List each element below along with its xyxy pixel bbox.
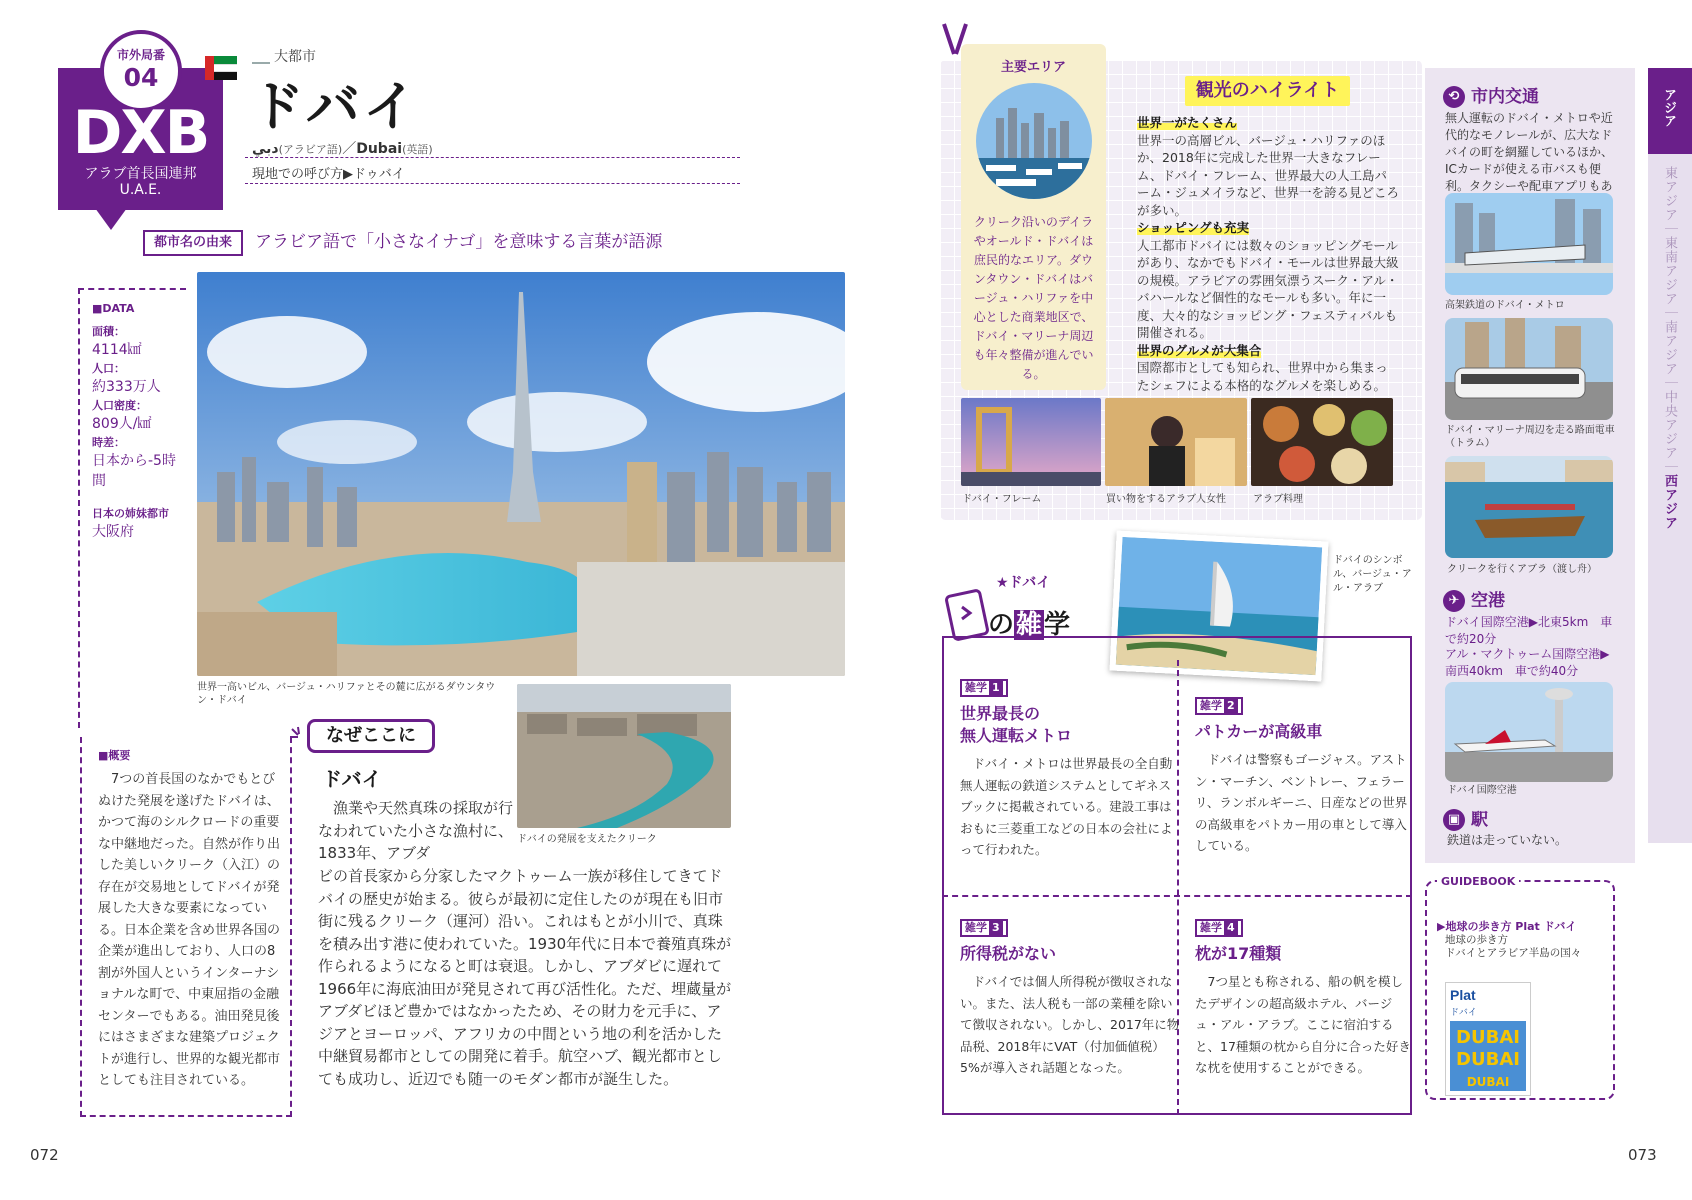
- trivia-body: ドバイ・メトロは世界最長の全自動無人運転の鉄道システムとしてギネスブックに掲載されている。建設工事はおもに三菱重工などの日本の会社によって行われた。: [960, 756, 1173, 857]
- overview-box: [80, 737, 292, 1117]
- creek-photo-caption: ドバイの発展を支えたクリーク: [517, 834, 657, 845]
- area-value: 4114㎢: [92, 342, 142, 358]
- sister-city-label: 日本の姉妹都市: [92, 507, 169, 520]
- metro-caption: 高架鉄道のドバイ・メトロ: [1445, 300, 1565, 311]
- city-scale-label: 大都市: [274, 49, 316, 65]
- highlight-heading: 世界のグルメが大集合: [1137, 342, 1262, 358]
- spark-icon: [288, 725, 308, 745]
- airport-line: アル・マクトゥーム国際空港▶南西40km 車で約40分: [1445, 647, 1610, 678]
- airport-caption: ドバイ国際空港: [1447, 785, 1517, 796]
- overview-heading: ■概要: [98, 749, 131, 762]
- uae-flag-icon: [205, 56, 237, 80]
- trivia-tag: [1195, 697, 1243, 715]
- trivia-card: [1195, 694, 1415, 857]
- highlight-heading: ショッピングも充実: [1137, 220, 1250, 235]
- tram-photo: [1445, 318, 1613, 420]
- trivia-tag-label: 雑学: [1200, 921, 1222, 934]
- book-title: [1450, 1021, 1526, 1091]
- area-code-label: 市外局番: [116, 48, 165, 62]
- city-names: [252, 138, 433, 158]
- station-text: 鉄道は走っていない。: [1447, 833, 1568, 847]
- guidebook-cover: [1445, 982, 1531, 1096]
- book-city: ドバイ: [1450, 1008, 1477, 1018]
- guidebook-subtitle: [1445, 934, 1581, 960]
- code-block-tail: [95, 208, 127, 230]
- page-number-left: 072: [30, 1146, 59, 1164]
- trivia-number: 3: [989, 921, 1003, 935]
- trivia-number: 4: [1224, 921, 1238, 935]
- density-label: 人口密度：: [92, 399, 147, 412]
- why-here-tag: なぜここに: [307, 719, 435, 753]
- arab-food-photo: [1251, 398, 1393, 486]
- page-title: ドバイ: [250, 75, 420, 138]
- transit-icon: ⟲: [1443, 86, 1465, 108]
- name-arabic-note: (アラビア語): [278, 143, 343, 156]
- transit-text: 無人運転のドバイ・メトロや近代的なモノレールが、広大なドバイの町を網羅しているほか、ICカードが使える市バスも便利。タクシーや配車アプリもあ: [1445, 111, 1614, 193]
- airport-photo: [1445, 682, 1613, 782]
- highlight-item: [1137, 219, 1399, 342]
- city-scale: [252, 46, 316, 66]
- trivia-card: [960, 676, 1180, 861]
- why-here-body: ビの首長家から分家したマクトゥーム一族が移住してきてドバイの歴史が始まる。彼らが最初に定住したのが現在も旧市街に残るクリーク（運河）沿い。これはもとが小川で、真珠を積み出す港に使われていた。1930年代に日本で養殖真珠が作られるようになると町は衰退。しかし、アブダビに遅れて1966年に海底油田が発見されて再び活性化。ただ、埋蔵量がアブダビほど豊かではなかったため、その財力を元手に、アジアとヨーロッパ、アフリカの中間という地の利を活かした中継貿易都市としての開発に着手。航空ハブ、観光都市としても成功し、近辺でも随一のモダン都市が誕生した。: [318, 867, 732, 1088]
- main-area-title: 主要エリア: [1000, 60, 1066, 75]
- main-area-text: クリーク沿いのデイラやオールド・ドバイは庶民的なエリア。ダウンタウン・ドバイはバージュ・ハリファを中心とした商業地区で、ドバイ・マリーナ周辺も年々整備が進んでいる。: [973, 215, 1094, 381]
- main-area-card: [961, 44, 1106, 390]
- book-title-line: DUBAI: [1456, 1049, 1520, 1070]
- marina-photo: [976, 83, 1092, 199]
- trivia-body: 7つ星とも称される、船の帆を模したデザインの超高級ホテル、バージュ・アル・アラブ。ここに宿泊すると、17種類の枕から自分に合った好きな枕を使用することができる。: [1195, 974, 1411, 1075]
- trivia-tag: [960, 679, 1008, 697]
- thumb-caption: アラブ料理: [1253, 494, 1303, 505]
- local-name: [252, 163, 405, 182]
- guidebook-title: GUIDEBOOK: [1437, 875, 1519, 888]
- country-en: U.A.E.: [119, 182, 162, 198]
- iata-code: DXB: [72, 98, 209, 168]
- train-icon: ▣: [1443, 809, 1465, 831]
- name-english: Dubai: [356, 141, 403, 157]
- page-number-right: 073: [1628, 1146, 1657, 1164]
- abra-caption: クリークを行くアブラ（渡し舟）: [1447, 564, 1597, 575]
- trivia-header-post: 学: [1044, 610, 1071, 640]
- station-title: 駅: [1471, 810, 1488, 830]
- name-arabic: دبي: [252, 141, 279, 157]
- trivia-card: [1195, 916, 1415, 1079]
- name-english-note: (英語): [402, 143, 433, 156]
- station-heading: [1443, 805, 1488, 831]
- trivia-tag-label: 雑学: [965, 921, 987, 934]
- highlight-item: [1137, 114, 1399, 219]
- density-value: 809人/㎢: [92, 416, 152, 432]
- airplane-icon: ✈: [1443, 590, 1465, 612]
- region-list-other: 東アジア｜東南アジア｜南アジア｜中央アジア｜: [1662, 166, 1677, 474]
- transit-heading: [1443, 82, 1539, 108]
- sister-city-value: 大阪府: [92, 524, 134, 540]
- book-brand: Plat: [1450, 987, 1476, 1003]
- time-difference-label: 時差：: [92, 436, 125, 449]
- region-current: 西アジア: [1662, 474, 1677, 530]
- trivia-title: 枕が17種類: [1195, 944, 1282, 963]
- country-ja: アラブ首長国連邦: [84, 166, 197, 182]
- transit-title: 市内交通: [1471, 87, 1539, 107]
- region-index-tab: [1648, 68, 1692, 843]
- creek-photo: [517, 684, 731, 828]
- local-name-label: 現地での呼び方: [252, 167, 344, 182]
- highlight-title: 観光のハイライト: [1185, 76, 1350, 106]
- book-title-line: DUBAI: [1456, 1027, 1520, 1048]
- trivia-tag: [960, 919, 1008, 937]
- population-label: 人口：: [92, 362, 125, 375]
- country-name: [58, 166, 223, 198]
- area-label: 面積：: [92, 325, 125, 338]
- highlight-text: 国際都市としても知られ、世界中から集まったシェフによる本格的なグルメを楽しめる。: [1137, 360, 1388, 393]
- divider: [245, 183, 740, 184]
- data-heading: ■DATA: [92, 302, 135, 315]
- highlight-text: 人工都市ドバイには数々のショッピングモールがあり、なかでもドバイ・モールは世界最大級の規模。アラビアの雰囲気漂うスーク・アル・バハールなど個性的なモールも多い。年に一度、大々的なショッピング・フェスティバルも開催される。: [1137, 237, 1399, 340]
- abra-photo: [1445, 456, 1613, 558]
- highlight-item: [1137, 342, 1399, 395]
- local-name-value: ▶ドゥバイ: [343, 167, 405, 182]
- airport-line: ドバイ国際空港▶北東5km 車で約20分: [1445, 615, 1613, 646]
- why-here-body-start: 漁業や天然真珠の採取が行なわれていた小さな漁村に、1833年、アブダ: [318, 799, 514, 862]
- dubai-frame-photo: [961, 398, 1101, 486]
- guidebook-link[interactable]: ▶地球の歩き方 Plat ドバイ: [1437, 920, 1577, 933]
- trivia-tag-label: 雑学: [965, 681, 987, 694]
- data-box: [78, 288, 186, 728]
- origin-text: アラビア語で「小さなイナゴ」を意味する言葉が語源: [255, 232, 663, 252]
- metro-photo: [1445, 193, 1613, 295]
- highlight-text: 世界一の高層ビル、バージュ・ハリファのほか、2018年に完成した世界一大きなフレーム、ドバイ・フレーム、世界最大の人工島パーム・ジュメイラなど、世界一を誇る見どころが多い。: [1137, 132, 1400, 218]
- tab-asia: アジア: [1648, 68, 1692, 154]
- burj-khalifa-photo: [197, 272, 845, 676]
- buildings-icon: [252, 50, 270, 64]
- trivia-tag-label: 雑学: [1200, 699, 1222, 712]
- trivia-tag: [1195, 919, 1243, 937]
- trivia-header-pre: の: [988, 610, 1015, 640]
- guidebook-series: 地球の歩き方: [1445, 934, 1508, 946]
- trivia-header-small: ★ドバイ: [996, 575, 1051, 591]
- trivia-card: [960, 916, 1180, 1079]
- burj-al-arab-caption: ドバイのシンボル、バージュ・アル・アラブ: [1333, 555, 1412, 594]
- main-photo-caption: 世界一高いビル、バージュ・ハリファとその麓に広がるダウンタウン・ドバイ: [197, 682, 496, 706]
- trivia-title: 所得税がない: [960, 944, 1057, 963]
- trivia-title: パトカーが高級車: [1195, 722, 1323, 741]
- trivia-number: 2: [1224, 699, 1238, 713]
- time-difference-value: 日本から-5時間: [92, 453, 176, 489]
- divider: [942, 895, 1412, 897]
- airport-title: 空港: [1471, 591, 1505, 611]
- notebook-icon: [944, 583, 994, 643]
- tram-caption: ドバイ・マリーナ周辺を走る路面電車（トラム）: [1445, 425, 1615, 449]
- highlight-heading: 世界一がたくさん: [1137, 115, 1238, 130]
- guidebook-description: ドバイとアラビア半島の国々: [1445, 947, 1582, 959]
- area-code-number: 04: [123, 63, 159, 92]
- shopping-photo: [1105, 398, 1247, 486]
- thumb-caption: 買い物をするアラブ人女性: [1106, 494, 1226, 505]
- book-title-line: DUBAI: [1466, 1075, 1510, 1089]
- trivia-body: ドバイは警察もゴージャス。アストン・マーチン、ベントレー、フェラーリ、ランボルギーニ、日産などの世界の高級車をパトカー用の車として導入している。: [1195, 752, 1408, 853]
- origin-tag: 都市名の由来: [143, 230, 243, 256]
- trivia-number: 1: [989, 681, 1003, 695]
- name-separator: ／: [342, 141, 357, 157]
- why-here-title: ドバイ: [322, 767, 382, 791]
- population-value: 約333万人: [92, 379, 161, 395]
- region-list: [1660, 166, 1679, 530]
- divider: [245, 157, 740, 158]
- trivia-header-mark: 雑: [1016, 610, 1043, 640]
- trivia-title: 世界最長の 無人運転メトロ: [960, 704, 1073, 745]
- thumb-caption: ドバイ・フレーム: [962, 494, 1042, 505]
- highlight-body: [1137, 114, 1399, 394]
- trivia-body: ドバイでは個人所得税が徴収されない。また、法人税も一部の業種を除いて徴収されない。しかし、2017年に物品税、2018年にVAT（付加価値税）5%が導入され話題となった。: [960, 974, 1180, 1075]
- airport-heading: [1443, 586, 1505, 612]
- overview-body: 7つの首長国のなかでもとびぬけた発展を遂げたドバイは、かつて海のシルクロードの重要な中継地だった。自然が作り出した美しいクリーク（入江）の存在が交易地としてドバイが発展した大きな要素になっている。日本企業を含め世界各国の企業が進出しており、人口の8割が外国人というインターナショナルな町で、中東屈指の金融センターでもある。油田発見後にはさまざまな建築プロジェクトが進行し、世界的な観光都市としても注目されている。: [98, 772, 281, 1088]
